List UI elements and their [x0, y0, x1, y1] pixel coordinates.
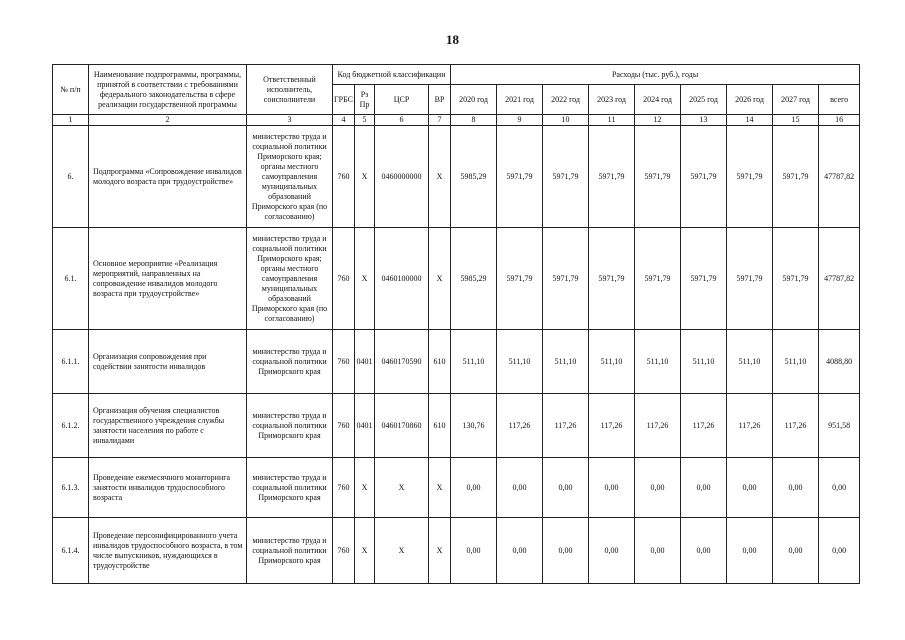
row-year-value: 5971,79 [773, 126, 819, 228]
row-year-value: 5971,79 [773, 228, 819, 330]
column-number: 13 [681, 115, 727, 126]
column-number: 9 [497, 115, 543, 126]
header-year: 2025 год [681, 85, 727, 115]
row-rzpr: X [355, 458, 375, 518]
column-number: 4 [333, 115, 355, 126]
row-year-value: 117,26 [589, 394, 635, 458]
row-year-value: 0,00 [681, 518, 727, 584]
header-rzpr: Рз Пр [355, 85, 375, 115]
row-grbs: 760 [333, 394, 355, 458]
row-name: Проведение ежемесячного мониторинга занятости инвалидов трудоспособного возраста [89, 458, 247, 518]
row-total: 0,00 [819, 458, 860, 518]
row-grbs: 760 [333, 126, 355, 228]
row-year-value: 117,26 [681, 394, 727, 458]
row-name: Организация сопровождения при содействии занятости инвалидов [89, 330, 247, 394]
header-year: 2027 год [773, 85, 819, 115]
row-number: 6.1.3. [53, 458, 89, 518]
row-total: 951,58 [819, 394, 860, 458]
table-row [53, 330, 860, 394]
header-budget-code: Код бюджетной классификации [333, 65, 451, 85]
row-year-value: 511,10 [589, 330, 635, 394]
row-year-value: 0,00 [451, 518, 497, 584]
row-rzpr: X [355, 518, 375, 584]
table-row [53, 228, 860, 330]
row-year-value: 5971,79 [727, 228, 773, 330]
row-year-value: 5971,79 [635, 126, 681, 228]
row-year-value: 117,26 [497, 394, 543, 458]
row-vr: X [429, 518, 451, 584]
row-year-value: 117,26 [727, 394, 773, 458]
row-responsible: министерство труда и социальной политики Приморского края [247, 518, 333, 584]
row-year-value: 511,10 [727, 330, 773, 394]
row-year-value: 0,00 [543, 518, 589, 584]
row-year-value: 117,26 [773, 394, 819, 458]
row-year-value: 117,26 [543, 394, 589, 458]
header-vr: ВР [429, 85, 451, 115]
row-name: Организация обучения специалистов государственного учреждения службы занятости населения по работе с инвалидами [89, 394, 247, 458]
row-year-value: 511,10 [451, 330, 497, 394]
row-year-value: 0,00 [497, 458, 543, 518]
row-year-value: 5971,79 [589, 228, 635, 330]
column-number: 10 [543, 115, 589, 126]
column-number: 1 [53, 115, 89, 126]
row-name: Проведение персонифицированного учета инвалидов трудоспособного возраста, в том числе выпускников, нуждающихся в трудоустройстве [89, 518, 247, 584]
row-vr: X [429, 126, 451, 228]
row-name: Основное мероприятие «Реализация мероприятий, направленных на сопровождение инвалидов молодого возраста при трудоустройстве» [89, 228, 247, 330]
row-year-value: 0,00 [589, 518, 635, 584]
column-number: 15 [773, 115, 819, 126]
row-csr: X [375, 458, 429, 518]
column-number: 3 [247, 115, 333, 126]
header-year: 2023 год [589, 85, 635, 115]
column-numbers-row [53, 115, 860, 126]
row-year-value: 0,00 [635, 458, 681, 518]
row-year-value: 0,00 [773, 458, 819, 518]
row-year-value: 0,00 [635, 518, 681, 584]
row-vr: X [429, 458, 451, 518]
row-year-value: 117,26 [635, 394, 681, 458]
header-responsible: Ответственный исполнитель, соисполнители [247, 65, 333, 115]
column-number: 14 [727, 115, 773, 126]
table-row [53, 126, 860, 228]
row-number: 6. [53, 126, 89, 228]
page-number: 18 [446, 32, 459, 47]
row-year-value: 511,10 [635, 330, 681, 394]
row-csr: 0460100000 [375, 228, 429, 330]
row-rzpr: 0401 [355, 330, 375, 394]
row-total: 0,00 [819, 518, 860, 584]
row-csr: 0460170590 [375, 330, 429, 394]
row-year-value: 5971,79 [635, 228, 681, 330]
row-responsible: министерство труда и социальной политики Приморского края; органы местного самоуправления муниципальных образований Приморского края (по согласованию) [247, 228, 333, 330]
header-num: № п/п [53, 65, 89, 115]
row-responsible: министерство труда и социальной политики Приморского края; органы местного самоуправления муниципальных образований Приморского края (по согласованию) [247, 126, 333, 228]
row-year-value: 0,00 [681, 458, 727, 518]
row-csr: X [375, 518, 429, 584]
row-year-value: 5971,79 [543, 228, 589, 330]
row-year-value: 5985,29 [451, 126, 497, 228]
row-number: 6.1.1. [53, 330, 89, 394]
table-row [53, 394, 860, 458]
row-year-value: 5971,79 [727, 126, 773, 228]
row-year-value: 0,00 [543, 458, 589, 518]
header-year: 2020 год [451, 85, 497, 115]
column-number: 2 [89, 115, 247, 126]
row-year-value: 0,00 [727, 458, 773, 518]
row-total: 47787,82 [819, 126, 860, 228]
row-year-value: 511,10 [543, 330, 589, 394]
row-responsible: министерство труда и социальной политики Приморского края [247, 330, 333, 394]
row-year-value: 5971,79 [497, 228, 543, 330]
header-year: 2026 год [727, 85, 773, 115]
column-number: 12 [635, 115, 681, 126]
header-csr: ЦСР [375, 85, 429, 115]
row-grbs: 760 [333, 458, 355, 518]
row-year-value: 0,00 [773, 518, 819, 584]
header-year: 2024 год [635, 85, 681, 115]
header-year: 2022 год [543, 85, 589, 115]
row-year-value: 511,10 [681, 330, 727, 394]
header-total: всего [819, 85, 860, 115]
row-csr: 0460170860 [375, 394, 429, 458]
row-vr: 610 [429, 330, 451, 394]
header-name: Наименование подпрограммы, программы, принятой в соответствии с требованиями федерального законодательства в сфере реализации государственной программы [89, 65, 247, 115]
row-year-value: 0,00 [451, 458, 497, 518]
row-number: 6.1.4. [53, 518, 89, 584]
row-year-value: 5971,79 [589, 126, 635, 228]
row-year-value: 511,10 [773, 330, 819, 394]
row-grbs: 760 [333, 228, 355, 330]
row-year-value: 0,00 [497, 518, 543, 584]
row-name: Подпрограмма «Сопровождение инвалидов молодого возраста при трудоустройстве» [89, 126, 247, 228]
row-vr: X [429, 228, 451, 330]
row-number: 6.1. [53, 228, 89, 330]
column-number: 11 [589, 115, 635, 126]
column-number: 8 [451, 115, 497, 126]
column-number: 5 [355, 115, 375, 126]
row-grbs: 760 [333, 330, 355, 394]
table-row [53, 518, 860, 584]
row-year-value: 0,00 [727, 518, 773, 584]
row-responsible: министерство труда и социальной политики Приморского края [247, 394, 333, 458]
row-rzpr: X [355, 228, 375, 330]
header-year: 2021 год [497, 85, 543, 115]
row-year-value: 5971,79 [681, 126, 727, 228]
row-rzpr: 0401 [355, 394, 375, 458]
row-number: 6.1.2. [53, 394, 89, 458]
row-year-value: 130,76 [451, 394, 497, 458]
row-csr: 0460000000 [375, 126, 429, 228]
row-year-value: 511,10 [497, 330, 543, 394]
header-expenses: Расходы (тыс. руб.), годы [451, 65, 860, 85]
table-row [53, 458, 860, 518]
header-grbs: ГРБС [333, 85, 355, 115]
column-number: 6 [375, 115, 429, 126]
row-grbs: 760 [333, 518, 355, 584]
row-year-value: 5985,29 [451, 228, 497, 330]
row-year-value: 5971,79 [543, 126, 589, 228]
column-number: 7 [429, 115, 451, 126]
column-number: 16 [819, 115, 860, 126]
row-vr: 610 [429, 394, 451, 458]
row-year-value: 0,00 [589, 458, 635, 518]
row-rzpr: X [355, 126, 375, 228]
row-year-value: 5971,79 [497, 126, 543, 228]
row-responsible: министерство труда и социальной политики Приморского края [247, 458, 333, 518]
expenses-table [52, 64, 860, 584]
row-total: 47787,82 [819, 228, 860, 330]
row-year-value: 5971,79 [681, 228, 727, 330]
row-total: 4088,80 [819, 330, 860, 394]
